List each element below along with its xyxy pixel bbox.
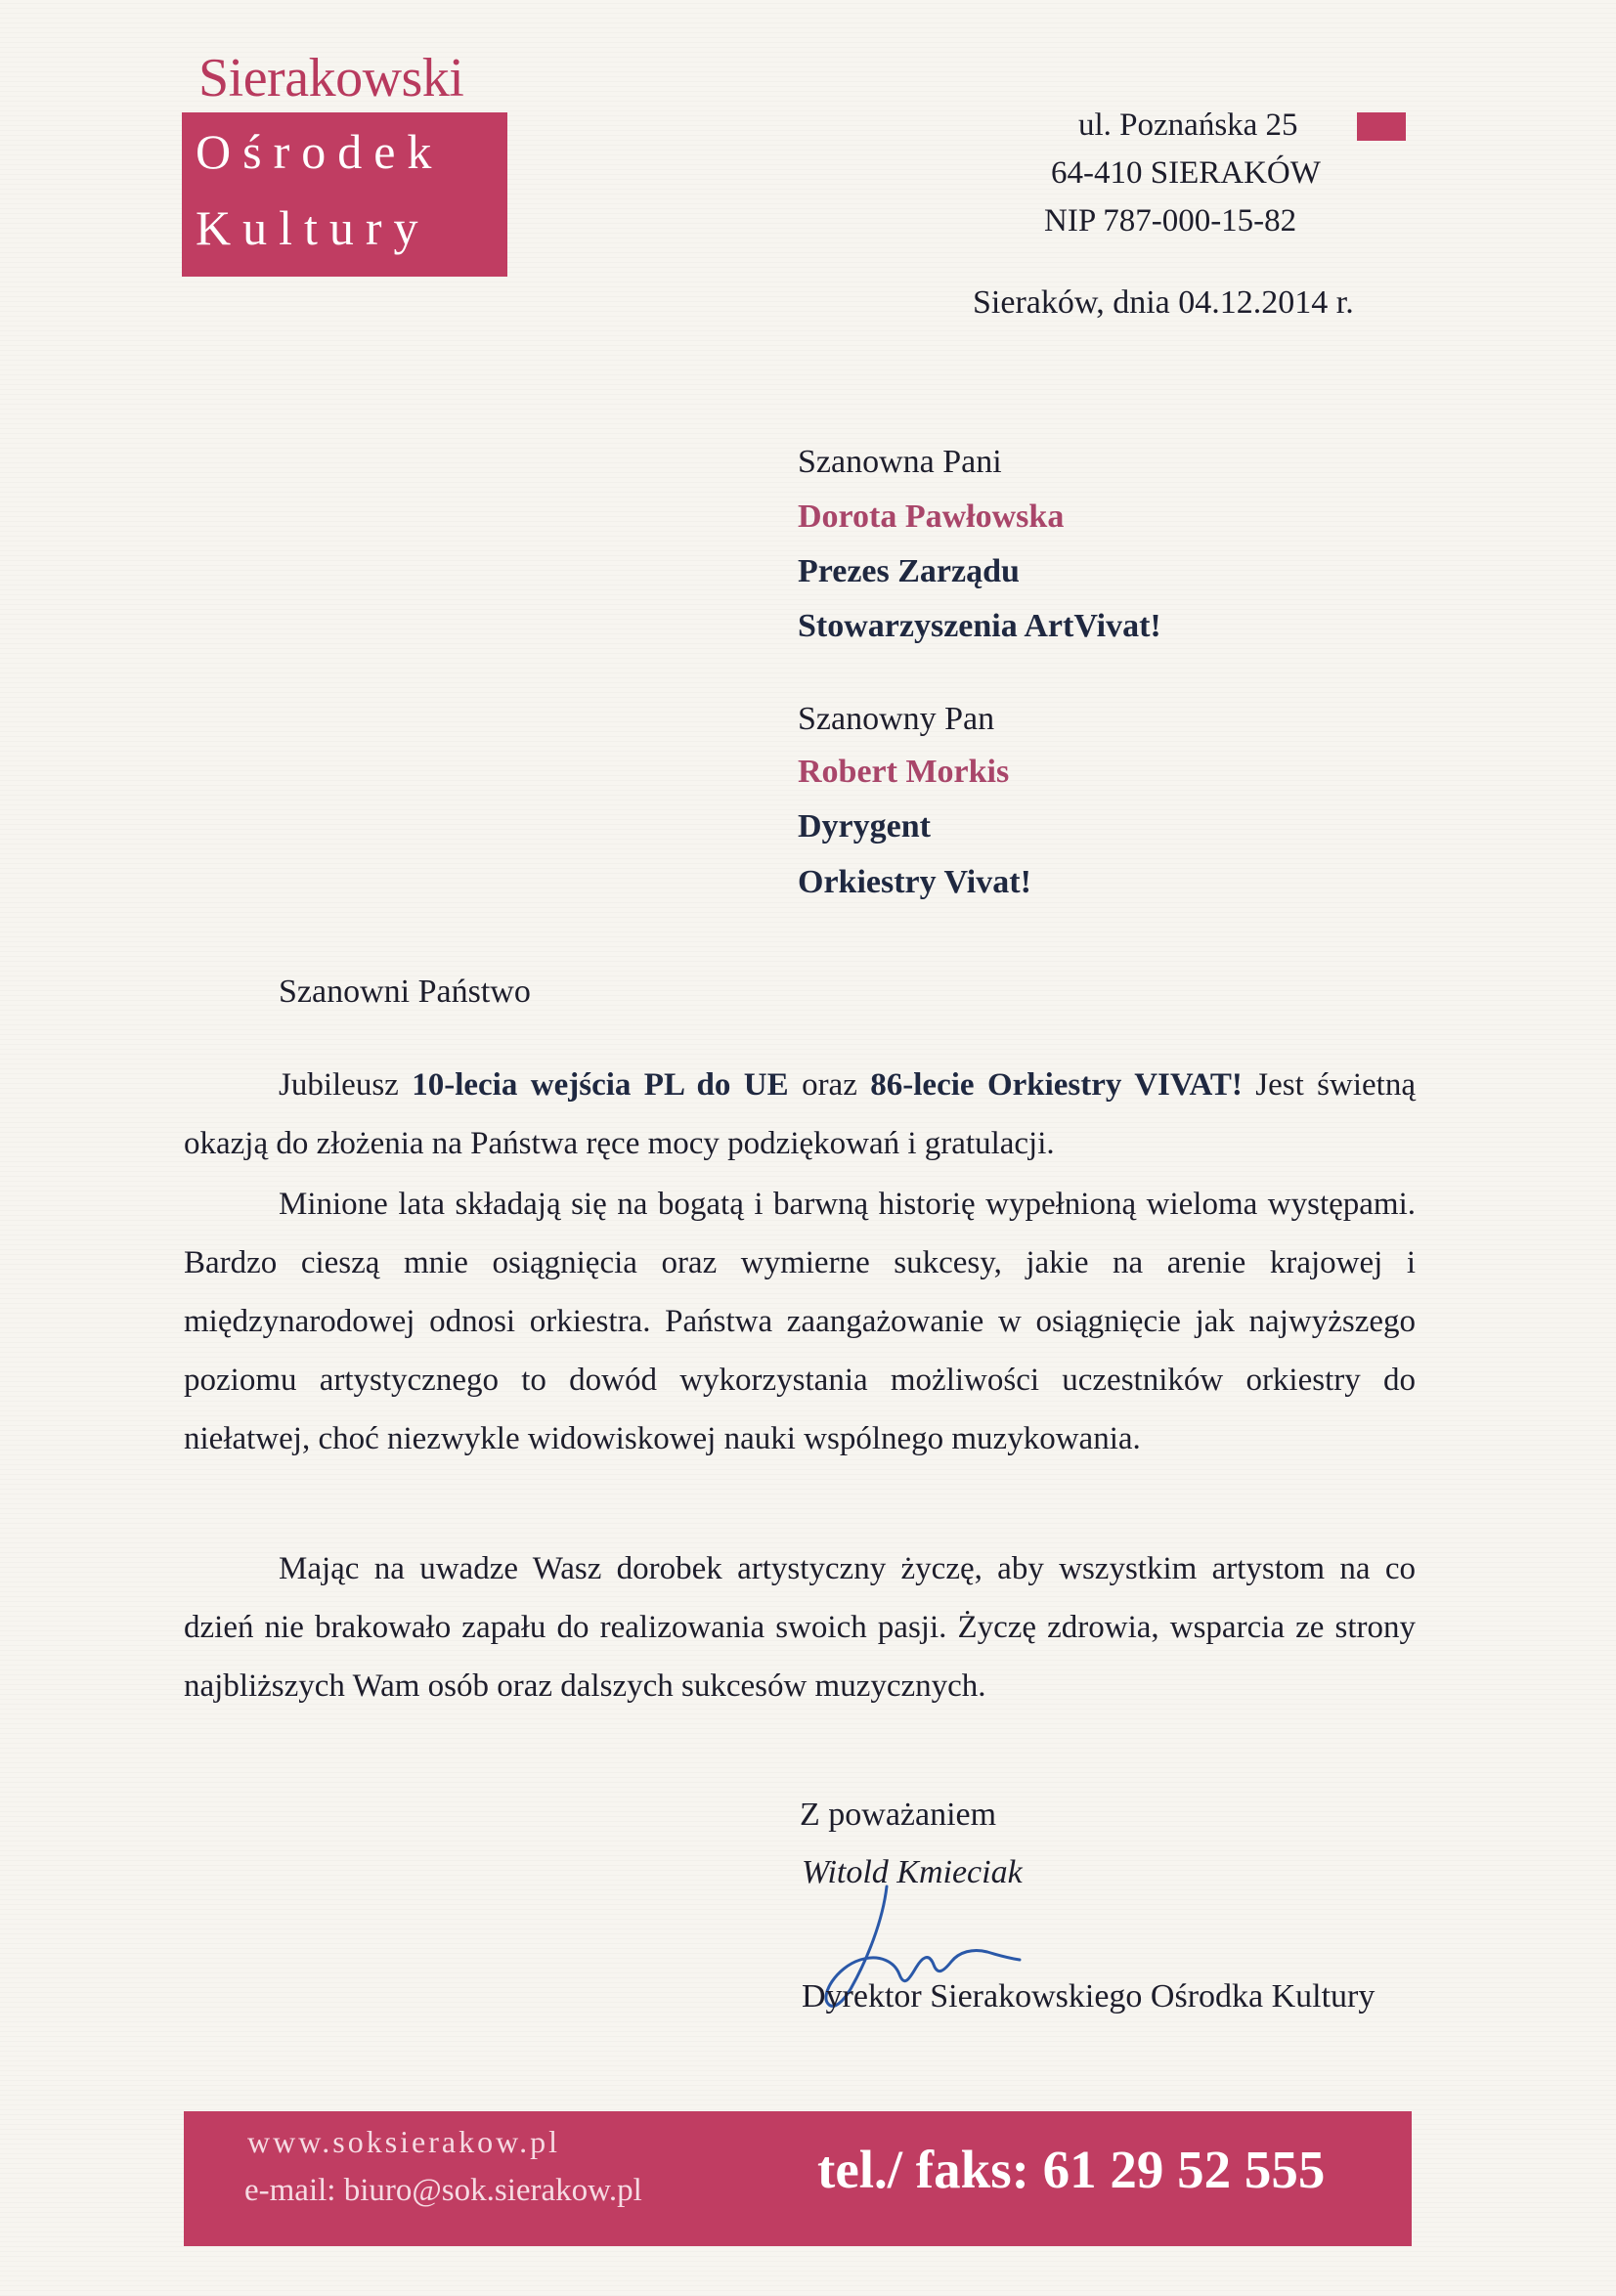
footer-phone: tel./ faks: 61 29 52 555 bbox=[817, 2140, 1326, 2199]
logo-title: Sierakowski bbox=[198, 48, 464, 108]
signer-title: Dyrektor Sierakowskiego Ośrodka Kultury bbox=[802, 1978, 1376, 2014]
paragraph-3: Mając na uwadze Wasz dorobek artystyczny życzę, aby wszystkim artystom na co dzień nie brakowało zapału do realizowania swoich pasji. Życzę zdrowia, wsparcia ze strony najbliższych Wam osób oraz dalszych sukcesów muzycznych. bbox=[184, 1551, 1416, 1704]
address-street: ul. Poznańska 25 bbox=[1078, 108, 1298, 143]
address-city: 64-410 SIERAKÓW bbox=[1051, 155, 1321, 191]
paragraph-1: Jubileusz 10-lecia wejścia PL do UE oraz 86-lecie Orkiestry VIVAT! Jest świetną okazją do złożenia na Państwa ręce mocy podziękowań i gratulacji. bbox=[184, 1067, 1416, 1161]
recipient-2-organization: Orkiestry Vivat! bbox=[798, 864, 1031, 900]
logo-line-1: Ośrodek bbox=[196, 124, 444, 179]
recipient-1-name: Dorota Pawłowska bbox=[798, 498, 1065, 535]
footer-email: e-mail: biuro@sok.sierakow.pl bbox=[244, 2173, 642, 2208]
address-nip: NIP 787-000-15-82 bbox=[1044, 203, 1297, 238]
footer-website: www.soksierakow.pl bbox=[247, 2124, 561, 2159]
signer-name: Witold Kmieciak bbox=[802, 1854, 1023, 1890]
address-accent-mark bbox=[1357, 112, 1406, 141]
paragraph-2: Minione lata składają się na bogatą i barwną historię wypełnioną wieloma występami. Bardzo cieszą mnie osiągnięcia oraz wymierne sukcesy, jakie na arenie krajowej i międzynarodowej odnosi orkiestra. Państwa zaangażowanie w osiągnięcie jak najwyższego poziomu artystycznego to dowód wykorzystania możliwości uczestników orkiestry do niełatwej, choć niezwykle widowiskowej nauki wspólnego muzykowania. bbox=[184, 1187, 1416, 1456]
closing-regards: Z poważaniem bbox=[800, 1797, 997, 1833]
date-line: Sieraków, dnia 04.12.2014 r. bbox=[973, 284, 1354, 321]
logo-line-2: Kultury bbox=[196, 200, 430, 255]
recipient-1-title: Prezes Zarządu bbox=[798, 553, 1020, 589]
recipient-1-organization: Stowarzyszenia ArtVivat! bbox=[798, 608, 1161, 644]
recipient-2-name: Robert Morkis bbox=[798, 754, 1010, 790]
recipient-1-salutation: Szanowna Pani bbox=[798, 444, 1002, 480]
recipient-2-title: Dyrygent bbox=[798, 808, 931, 845]
recipient-2-salutation: Szanowny Pan bbox=[798, 701, 995, 737]
letter-salutation: Szanowni Państwo bbox=[279, 974, 531, 1010]
